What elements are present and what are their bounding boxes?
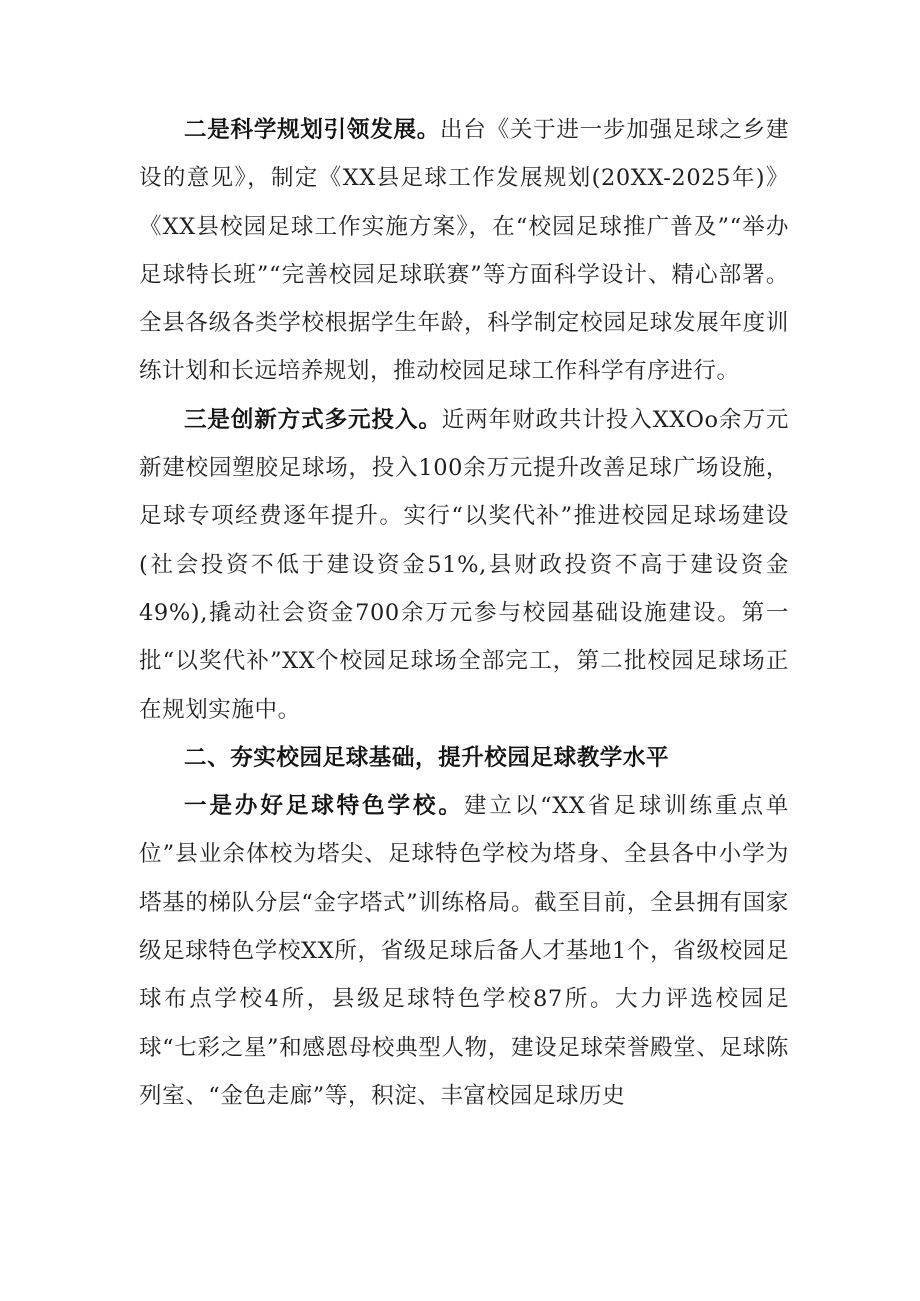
paragraph-lead: 二是科学规划引领发展。 (184, 117, 441, 143)
paragraph-scientific-planning (139, 106, 789, 396)
paragraph-text: 建立以“XX省足球训练重点单位”县业余体校为塔尖、足球特色学校为塔身、全县各中小学为塔基的梯队分层“金字塔式”训练格局。截至目前，全县拥有国家级足球特色学校XX所，省级足球后备人才基地1个，省级校园足球布点学校4所，县级足球特色学校87所。大力评选校园足球“七彩之星”和感恩母校典型人物，建设足球荣誉殿堂、足球陈列室、“金色走廊”等，积淀、丰富校园足球历史 (139, 793, 789, 1109)
paragraph-lead: 三是创新方式多元投入。 (184, 406, 442, 433)
section-heading: 二、夯实校园足球基础，提升校园足球教学水平 (184, 744, 670, 771)
paragraph-diversified-investment (139, 396, 789, 734)
paragraph-text: 出台《关于进一步加强足球之乡建设的意见》，制定《XX县足球工作发展规划(20XX-2025年)》《XX县校园足球工作实施方案》，在“校园足球推广普及”“举办足球特长班”“完善校园足球联赛”等方面科学设计、精心部署。全县各级各类学校根据学生年龄，科学制定校园足球发展年度训练计划和长远培养规划，推动校园足球工作科学有序进行。 (139, 117, 789, 385)
document-body (139, 106, 789, 1120)
paragraph-text: 近两年财政共计投入XXOo余万元新建校园塑胶足球场，投入100余万元提升改善足球广场设施，足球专项经费逐年提升。实行“以奖代补”推进校园足球场建设(社会投资不低于建设资金51%,县财政投资不高于建设资金49%),撬动社会资金700余万元参与校园基础设施建设。第一批“以奖代补”XX个校园足球场全部完工，第二批校园足球场正在规划实施中。 (139, 406, 789, 723)
paragraph-football-schools (139, 782, 789, 1120)
paragraph-lead: 一是办好足球特色学校。 (184, 793, 464, 820)
